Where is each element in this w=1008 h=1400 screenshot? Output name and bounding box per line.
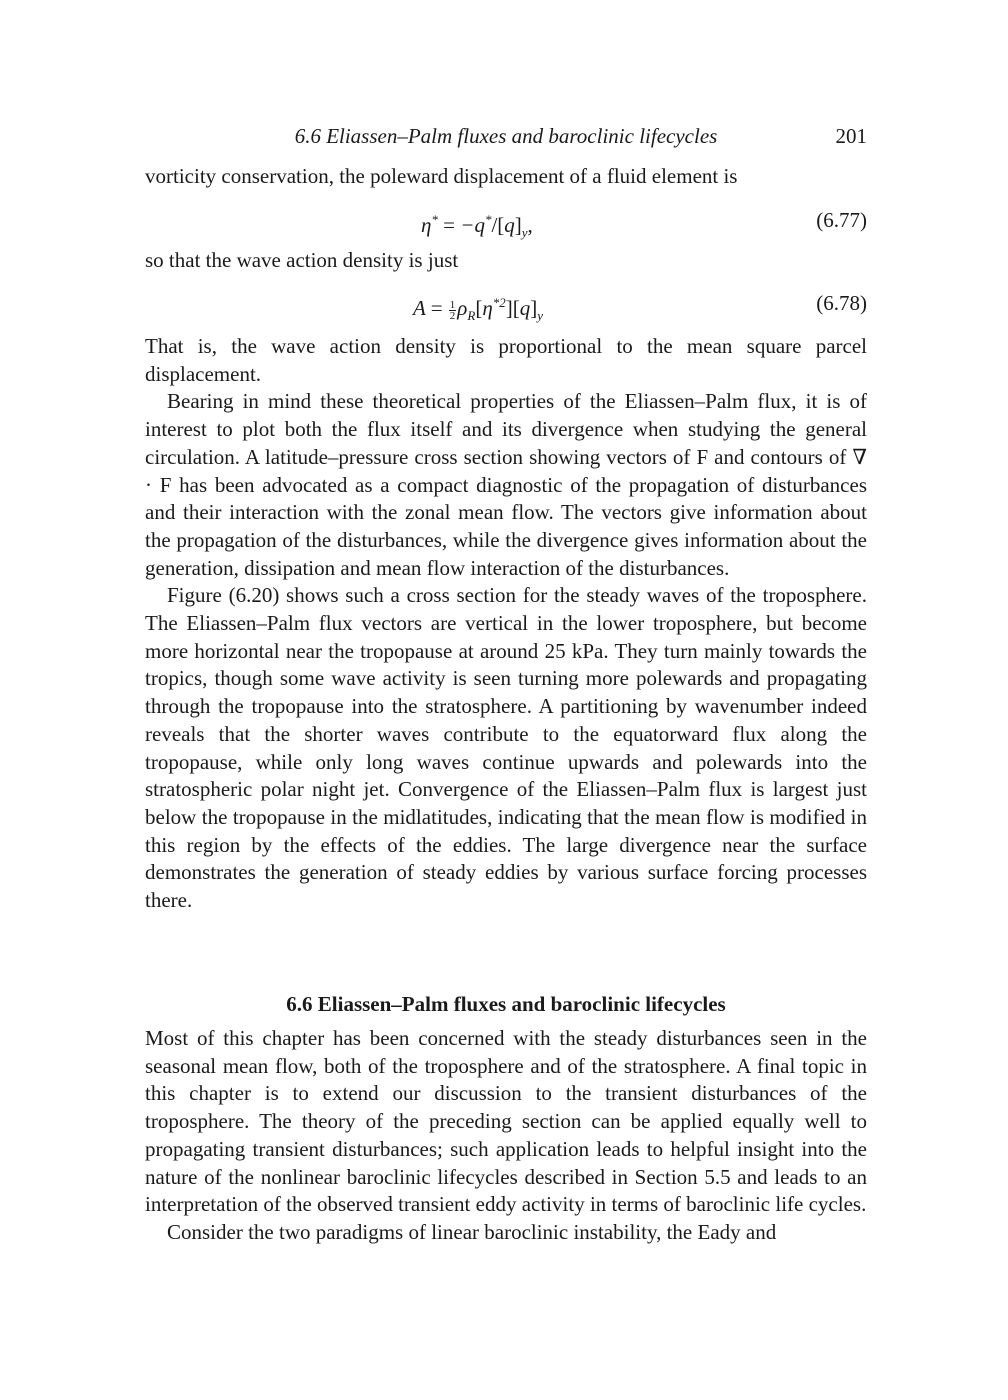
equation-number: (6.77) [816, 208, 867, 232]
paragraph-7: Consider the two paradigms of linear baroclinic instability, the Eady and [167, 1219, 777, 1244]
equation-6-78 [145, 289, 867, 324]
paragraph-4: Bearing in mind these theoretical properties of the Eliassen–Palm flux, it is of interest to plot both the flux itself and its divergence when studying the general circulation. A latitude–pressure cross section showing vectors of F and contours of ∇ · F has been advocated as a compact diagnostic of the propagation of disturbances and their interaction with the zonal mean flow. The vectors give information about the propagation of the disturbances, while the divergence gives information about the generation, dissipation and mean flow interaction of the disturbances. [145, 389, 867, 580]
body-text-section [145, 1025, 867, 1247]
body-text-top [145, 163, 867, 191]
equation-number: (6.78) [816, 291, 867, 315]
page-number: 201 [835, 124, 867, 148]
body-text-2 [145, 247, 867, 275]
paragraph-2: so that the wave action density is just [145, 248, 459, 272]
equation-6-78-formula: A = $\frac{1}{2}$ $\rho_R[\eta^{*2}][q]_y$ [413, 295, 544, 324]
page-header [145, 122, 867, 152]
equation-6-77-formula: $\eta^* = -q^*/[q]_y$, [421, 212, 533, 241]
body-text-main [145, 333, 867, 915]
equation-6-77 [145, 206, 867, 241]
paragraph-6: Most of this chapter has been concerned with the steady disturbances seen in the seasonal mean flow, both of the troposphere and of the stratosphere. A final topic in this chapter is to extend our discussion to the transient disturbances of the troposphere. The theory of the preceding section can be applied equally well to propagating transient disturbances; such application leads to helpful insight into the nature of the nonlinear baroclinic lifecycles described in Section 5.5 and leads to an interpretation of the observed transient eddy activity in terms of baroclinic life cycles. [145, 1026, 867, 1217]
paragraph-1: vorticity conservation, the poleward displacement of a fluid element is [145, 164, 738, 188]
running-title: 6.6 Eliassen–Palm fluxes and baroclinic lifecycles [294, 124, 718, 148]
paragraph-5: Figure (6.20) shows such a cross section for the steady waves of the troposphere. The Eliassen–Palm flux vectors are vertical in the lower troposphere, but become more horizontal near the tropopause at around 25 kPa. They turn mainly towards the tropics, though some wave activity is seen turning more polewards and propagating through the tropopause into the stratosphere. A partitioning by wavenumber indeed reveals that the shorter waves contribute to the equatorward flux along the tropopause, while only long waves continue upwards and polewards into the stratospheric polar night jet. Convergence of the Eliassen–Palm flux is largest just below the tropopause in the midlatitudes, indicating that the mean flow is modified in this region by the effects of the eddies. The large divergence near the surface demonstrates the generation of steady eddies by various surface forcing processes there. [145, 583, 867, 913]
paragraph-3: That is, the wave action density is proportional to the mean square parcel displacement. [145, 334, 867, 386]
section-heading: 6.6 Eliassen–Palm fluxes and baroclinic lifecycles [286, 992, 726, 1016]
